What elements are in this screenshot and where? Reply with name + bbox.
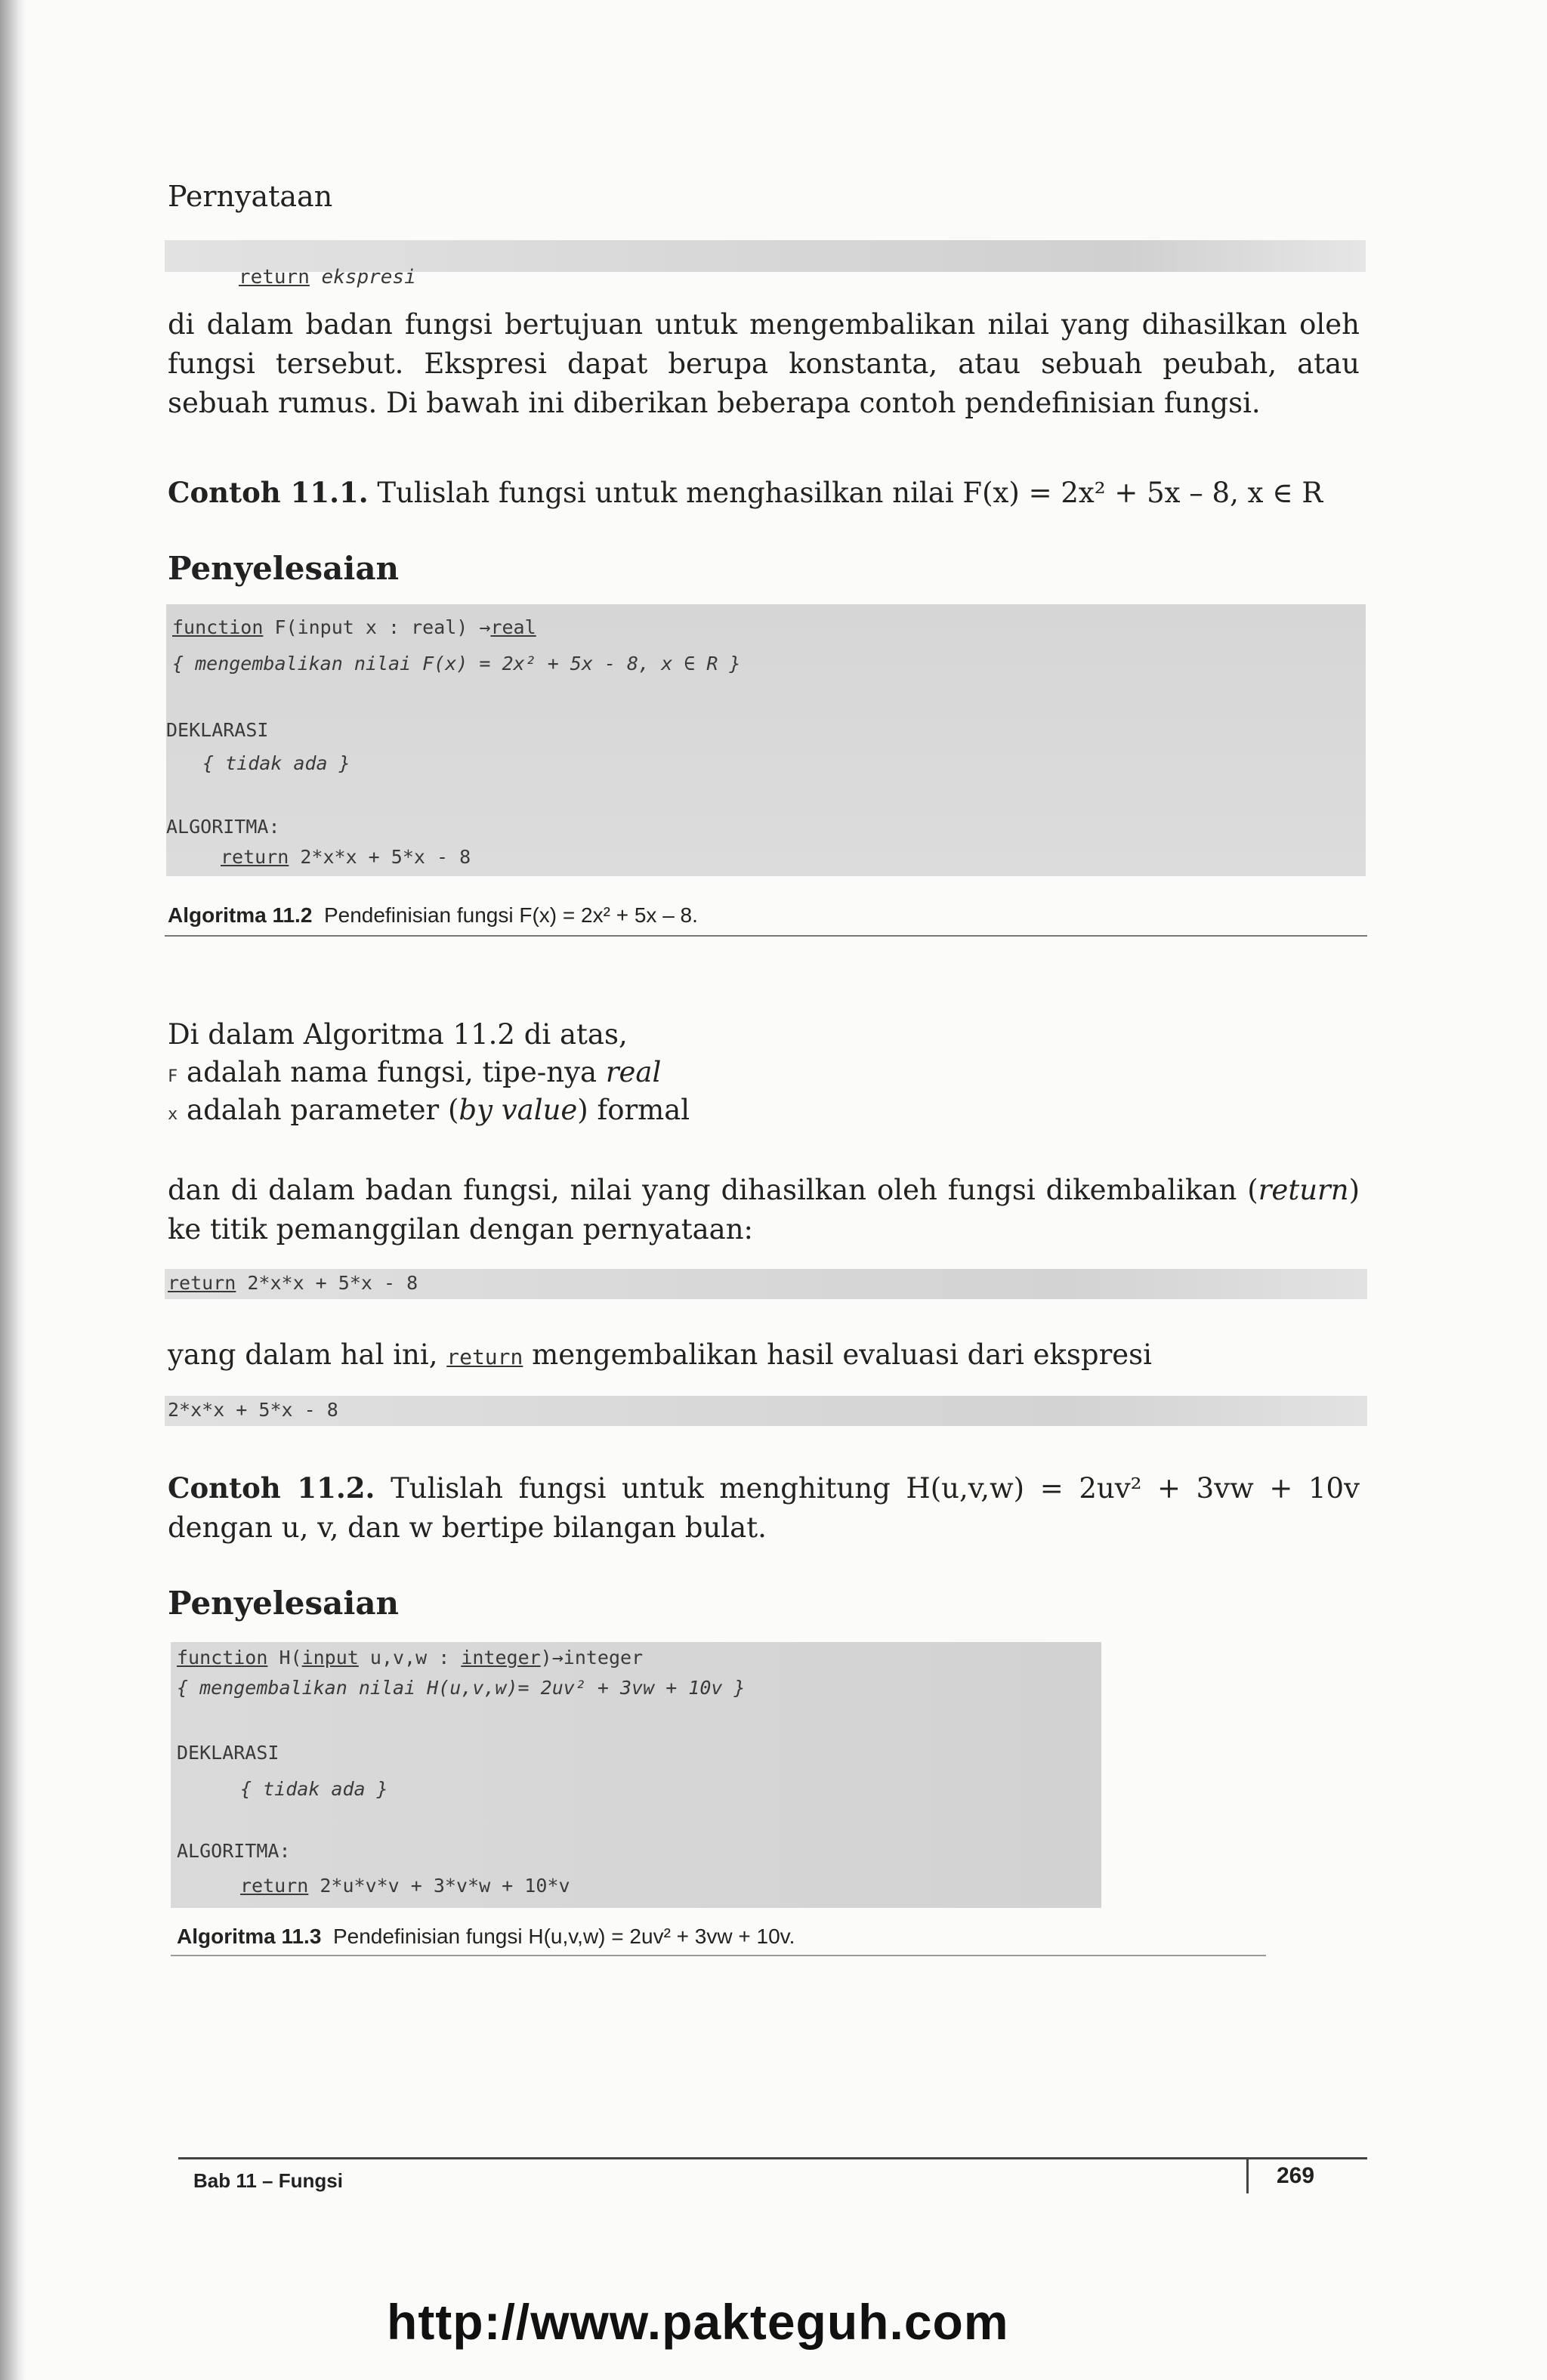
- caption-divider-2: [171, 1955, 1266, 1956]
- explain-line-1: Di dalam Algoritma 11.2 di atas,: [168, 1018, 628, 1051]
- penyelesaian-heading-1: Penyelesaian: [168, 550, 400, 587]
- return-ekspresi-box: [165, 240, 1366, 289]
- contoh-11-2: Contoh 11.2. Tulislah fungsi untuk menghitung H(u,v,w) = 2uv² + 3vw + 10v dengan u, v, dan w bertipe bilangan bulat.: [168, 1471, 1360, 1544]
- website-url: http://www.pakteguh.com: [387, 2294, 1009, 2350]
- contoh-11-1: [168, 476, 1323, 509]
- algo2-line-comment: { mengembalikan nilai H(u,v,w)= 2uv² + 3vw + 10v }: [177, 1677, 746, 1699]
- return-keyword-2: return: [168, 1272, 236, 1294]
- footer-chapter: Bab 11 – Fungsi: [193, 2169, 343, 2192]
- algoritma-11-3-box: [171, 1642, 1101, 1908]
- algo2-line-tidak-ada: { tidak ada }: [240, 1778, 388, 1800]
- dan-paragraph: dan di dalam badan fungsi, nilai yang dihasilkan oleh fungsi dikembalikan (return) ke titik pemanggilan dengan pernyataan:: [168, 1174, 1360, 1246]
- algoritma-11-3-caption: Algoritma 11.3 Pendefinisian fungsi H(u,v,w) = 2uv² + 3vw + 10v.: [177, 1925, 795, 1948]
- return-expression: 2*x*x + 5*x - 8: [236, 1272, 418, 1294]
- algo1-line-tidak-ada: { tidak ada }: [202, 752, 350, 774]
- algo2-line-return: return 2*u*v*v + 3*v*w + 10*v: [240, 1875, 570, 1897]
- algoritma-11-2-box: [166, 604, 1366, 876]
- footer-rule: [178, 2157, 1367, 2159]
- intro-paragraph: di dalam badan fungsi bertujuan untuk mengembalikan nilai yang dihasilkan oleh fungsi tersebut. Ekspresi dapat berupa konstanta, atau sebuah peubah, atau sebuah rumus. Di bawah ini diberikan beberapa contoh pendefinisian fungsi.: [168, 308, 1360, 419]
- explain-line-2: F adalah nama fungsi, tipe-nya real: [168, 1056, 662, 1088]
- penyelesaian-heading-2: Penyelesaian: [168, 1585, 400, 1622]
- algo2-line-function: function H(input u,v,w : integer)→integer: [177, 1647, 644, 1668]
- explain-line-3: x adalah parameter (by value) formal: [168, 1094, 690, 1126]
- page-gutter-shadow: [0, 0, 26, 2380]
- algo1-line-algoritma: ALGORITMA:: [166, 816, 280, 838]
- return-statement-box: [165, 1269, 1367, 1299]
- algo1-line-return: return 2*x*x + 5*x - 8: [221, 846, 471, 868]
- footer-divider: [1246, 2157, 1249, 2193]
- expression-line: 2*x*x + 5*x - 8: [168, 1399, 338, 1421]
- algo1-line-comment: { mengembalikan nilai F(x) = 2x² + 5x - 8, x ∈ R }: [172, 653, 741, 674]
- caption-divider-1: [165, 935, 1367, 937]
- algoritma-11-2-caption: Algoritma 11.2 Pendefinisian fungsi F(x) = 2x² + 5x – 8.: [168, 903, 698, 927]
- algo1-line-deklarasi: DEKLARASI: [166, 719, 269, 741]
- page-number: 269: [1277, 2163, 1315, 2188]
- contoh-11-1-label: Contoh 11.1.: [168, 476, 369, 509]
- algo2-line-algoritma: ALGORITMA:: [177, 1840, 291, 1862]
- return-keyword: return: [238, 266, 310, 289]
- yang-paragraph: yang dalam hal ini, return mengembalikan hasil evaluasi dari ekspresi: [168, 1338, 1152, 1371]
- algo1-line-function: function F(input x : real) →real: [172, 616, 536, 638]
- ekspresi-word: ekspresi: [321, 266, 416, 289]
- contoh-11-1-text: Tulislah fungsi untuk menghasilkan nilai F(x) = 2x² + 5x – 8, x ∈ R: [377, 477, 1323, 509]
- expression-box: [165, 1396, 1367, 1426]
- pernyataan-label: Pernyataan: [168, 180, 333, 213]
- algo2-line-deklarasi: DEKLARASI: [177, 1742, 279, 1764]
